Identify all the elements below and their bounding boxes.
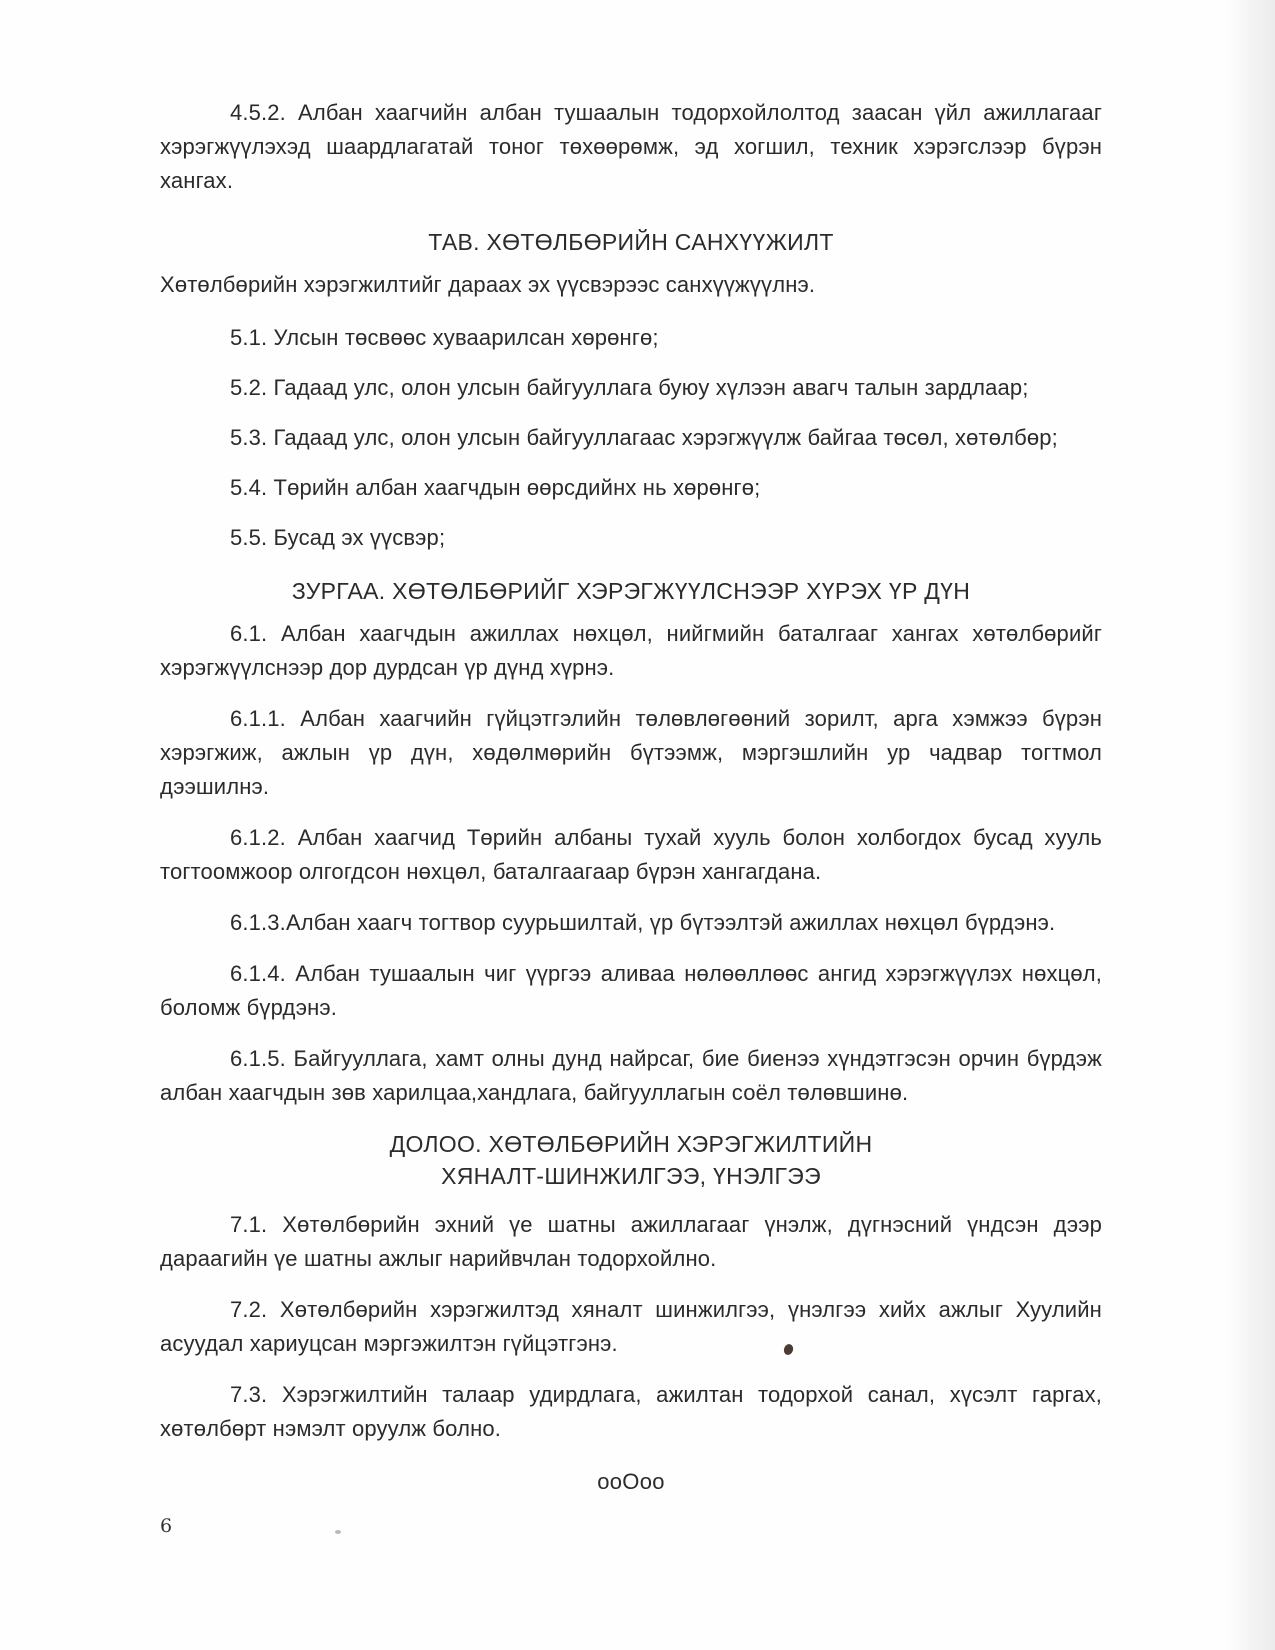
paragraph-4-5-2: 4.5.2. Албан хаагчийн албан тушаалын тодорхойлолтод заасан үйл ажиллагааг хэрэгжүүлэхэд шаардлагатай тоног төхөөрөмж, эд хогшил, техник хэрэгслээр бүрэн хангах. (160, 100, 1102, 193)
page-number: 6 (160, 1515, 173, 1537)
closing-mark: ooOoo (597, 1469, 665, 1494)
section-heading-7-line-1: ДОЛОО. ХӨТӨЛБӨРИЙН ХЭРЭГЖИЛТИЙН (389, 1131, 873, 1157)
paragraph-5-5: 5.5. Бусад эх үүсвэр; (230, 525, 446, 550)
paragraph-5-2: 5.2. Гадаад улс, олон улсын байгууллага буюу хүлээн авагч талын зардлаар; (230, 375, 1029, 400)
scan-speck (335, 1530, 341, 1534)
scan-edge-shadow (1225, 0, 1275, 1650)
document-body (160, 96, 1102, 1498)
paragraph-7-2: 7.2. Хөтөлбөрийн хэрэгжилтэд хяналт шинжилгээ, үнэлгээ хийх ажлыг Хуулийн асуудал хариуцсан мэргэжилтэн гүйцэтгэнэ. (160, 1297, 1102, 1356)
paragraph-6-1-4: 6.1.4. Албан тушаалын чиг үүргээ аливаа нөлөөллөөс ангид хэрэгжүүлэх нөхцөл, боломж бүрдэнэ. (160, 961, 1102, 1020)
paragraph-5-intro: Хөтөлбөрийн хэрэгжилтийг дараах эх үүсвэрээс санхүүжүүлнэ. (160, 272, 816, 297)
section-heading-7-line-2: ХЯНАЛТ-ШИНЖИЛГЭЭ, ҮНЭЛГЭЭ (441, 1163, 821, 1189)
paragraph-6-1: 6.1. Албан хаагчдын ажиллах нөхцөл, нийгмийн баталгааг хангах хөтөлбөрийг хэрэгжүүлснээр дор дурдсан үр дүнд хүрнэ. (160, 621, 1102, 680)
paragraph-5-1: 5.1. Улсын төсвөөс хуваарилсан хөрөнгө; (230, 325, 659, 350)
section-heading-7 (160, 1128, 1102, 1192)
paragraph-5-3: 5.3. Гадаад улс, олон улсын байгууллагаас хэрэгжүүлж байгаа төсөл, хөтөлбөр; (230, 425, 1058, 450)
section-heading-5: ТАВ. ХӨТӨЛБӨРИЙН САНХҮҮЖИЛТ (428, 229, 834, 255)
section-heading-6: ЗУРГАА. ХӨТӨЛБӨРИЙГ ХЭРЭГЖҮҮЛСНЭЭР ХҮРЭХ ҮР ДҮН (291, 578, 971, 604)
paragraph-6-1-1: 6.1.1. Албан хаагчийн гүйцэтгэлийн төлөвлөгөөний зорилт, арга хэмжээ бүрэн хэрэгжиж, ажлын үр дүн, хөдөлмөрийн бүтээмж, мэргэшлийн ур чадвар тогтмол дээшилнэ. (160, 706, 1102, 799)
paragraph-6-1-5: 6.1.5. Байгууллага, хамт олны дунд найрсаг, бие биенээ хүндэтгэсэн орчин бүрдэж албан хаагчдын зөв харилцаа,хандлага, байгууллагын соёл төлөвшинө. (160, 1046, 1102, 1105)
paragraph-6-1-3: 6.1.3.Албан хаагч тогтвор суурьшилтай, үр бүтээлтэй ажиллах нөхцөл бүрдэнэ. (230, 910, 1056, 935)
paragraph-7-3: 7.3. Хэрэгжилтийн талаар удирдлага, ажилтан тодорхой санал, хүсэлт гаргах, хөтөлбөрт нэмэлт оруулж болно. (160, 1382, 1102, 1441)
paragraph-7-1: 7.1. Хөтөлбөрийн эхний үе шатны ажиллагааг үнэлж, дүгнэсний үндсэн дээр дараагийн үе шатны ажлыг нарийвчлан тодорхойлно. (160, 1212, 1102, 1271)
paragraph-6-1-2: 6.1.2. Албан хаагчид Төрийн албаны тухай хууль болон холбогдох бусад хууль тогтоомжоор олгогдсон нөхцөл, баталгаагаар бүрэн хангагдана. (160, 825, 1102, 884)
paragraph-5-4: 5.4. Төрийн албан хаагчдын өөрсдийнх нь хөрөнгө; (230, 475, 761, 500)
